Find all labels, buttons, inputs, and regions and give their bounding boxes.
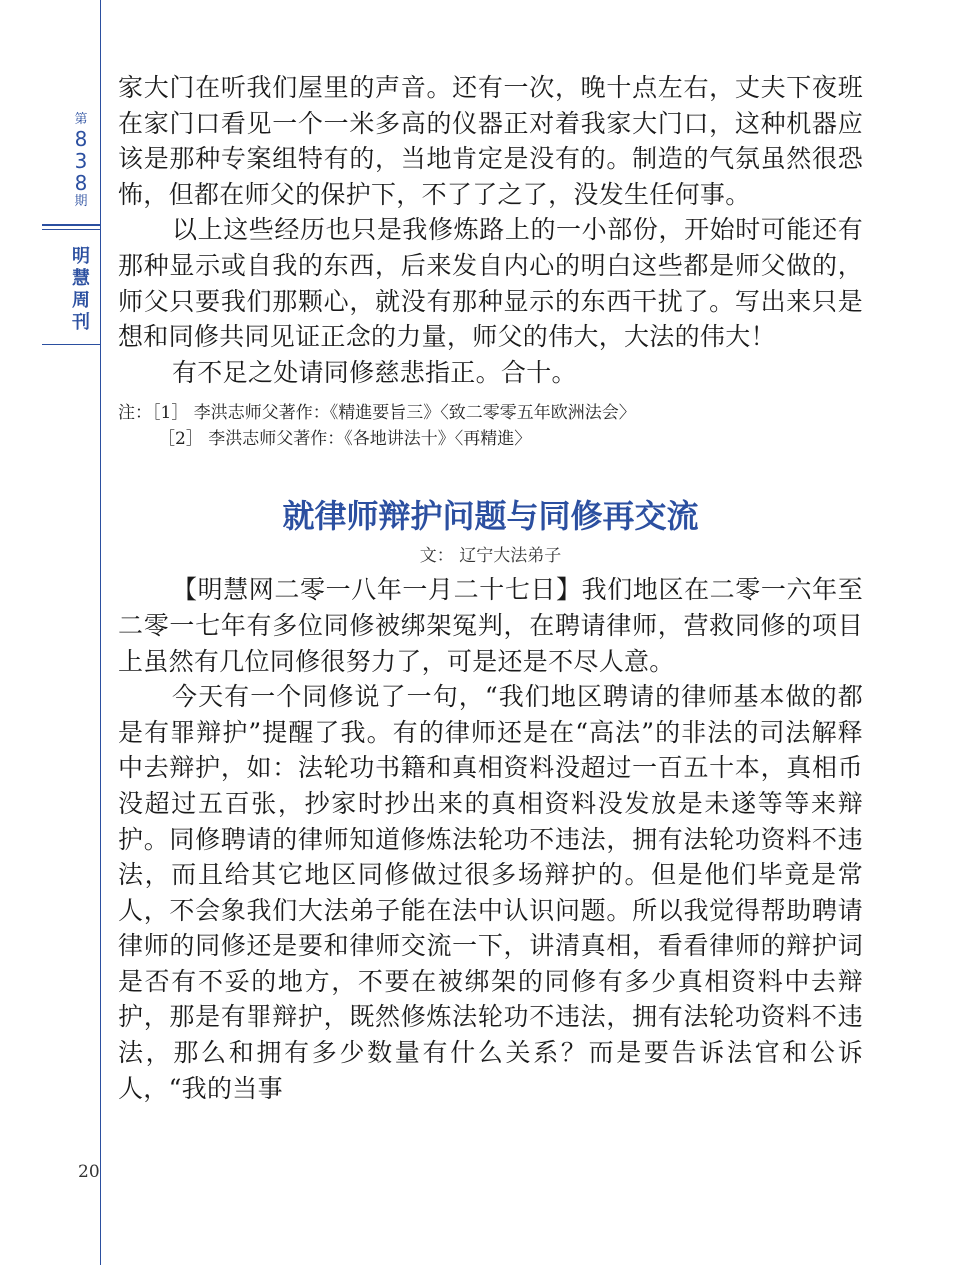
paragraph: 【明慧网二零一八年一月二十七日】我们地区在二零一六年至二零一七年有多位同修被绑架冤判，在聘请律师，营救同修的项目上虽然有几位同修很努力了，可是还是不尽人意。 (118, 575, 863, 676)
footnote: 注：［1］ 李洪志师父著作：《精進要旨三》〈致二零零五年欧洲法会〉 (118, 403, 636, 424)
issue-label (62, 112, 100, 210)
page-content (118, 70, 863, 1106)
issue-digit: 8 (74, 171, 88, 195)
publication-name (62, 246, 100, 334)
article-title: 就律师辩护问题与同修再交流 (282, 497, 699, 536)
divider (42, 224, 100, 226)
paragraph: 今天有一个同修说了一句，“我们地区聘请的律师基本做的都是有罪辩护”提醒了我。有的律师还是在“高法”的非法的司法解释中去辩护，如：法轮功书籍和真相资料没超过一百五十本，真相币没超过五百张，抄家时抄出来的真相资料没发放是未遂等等来辩护。同修聘请的律师知道修炼法轮功不违法，拥有法轮功资料不违法，而且给其它地区同修做过很多场辩护的。但是他们毕竟是常人，不会象我们大法弟子能在法中认识问题。所以我觉得帮助聘请律师的同修还是要和律师交流一下，讲清真相，看看律师的辩护词是否有不妥的地方，不要在被绑架的同修有多少真相资料中去辩护，那是有罪辩护，既然修炼法轮功不违法，拥有法轮功资料不违法，那么和拥有多少数量有什么关系？而是要告诉法官和公诉人，“我的当事 (118, 682, 863, 1103)
issue-suffix: 期 (74, 194, 88, 209)
paragraph: 家大门在听我们屋里的声音。还有一次，晚十点左右，丈夫下夜班在家门口看见一个一米多高的仪器正对着我家大门口，这种机器应该是那种专案组特有的，当地肯定是没有的。制造的气氛虽然很恐怖，但都在师父的保护下，不了了之了，没发生任何事。 (118, 73, 863, 209)
publication-char: 周 (72, 290, 90, 311)
issue-digit: 3 (74, 149, 88, 173)
paragraph: 有不足之处请同修慈悲指正。合十。 (172, 357, 577, 387)
issue-digit: 8 (74, 127, 88, 151)
issue-number (62, 128, 100, 194)
footnotes (118, 400, 863, 452)
publication-char: 明 (72, 246, 90, 267)
publication-char: 刊 (72, 312, 90, 333)
issue-prefix: 第 (74, 112, 88, 127)
divider (42, 229, 100, 230)
byline: 文： 辽宁大法弟子 (419, 546, 562, 567)
publication-char: 慧 (72, 268, 90, 289)
page-number: 20 (78, 1162, 100, 1182)
divider (42, 344, 100, 345)
footnote: ［2］ 李洪志师父著作：《各地讲法十》〈再精進〉 (158, 429, 532, 450)
margin-rule (100, 0, 101, 1265)
paragraph: 以上这些经历也只是我修炼路上的一小部份，开始时可能还有那种显示或自我的东西，后来发自内心的明白这些都是师父做的，师父只要我们那颗心，就没有那种显示的东西干扰了。写出来只是想和同修共同见证正念的力量，师父的伟大，大法的伟大！ (118, 215, 863, 352)
